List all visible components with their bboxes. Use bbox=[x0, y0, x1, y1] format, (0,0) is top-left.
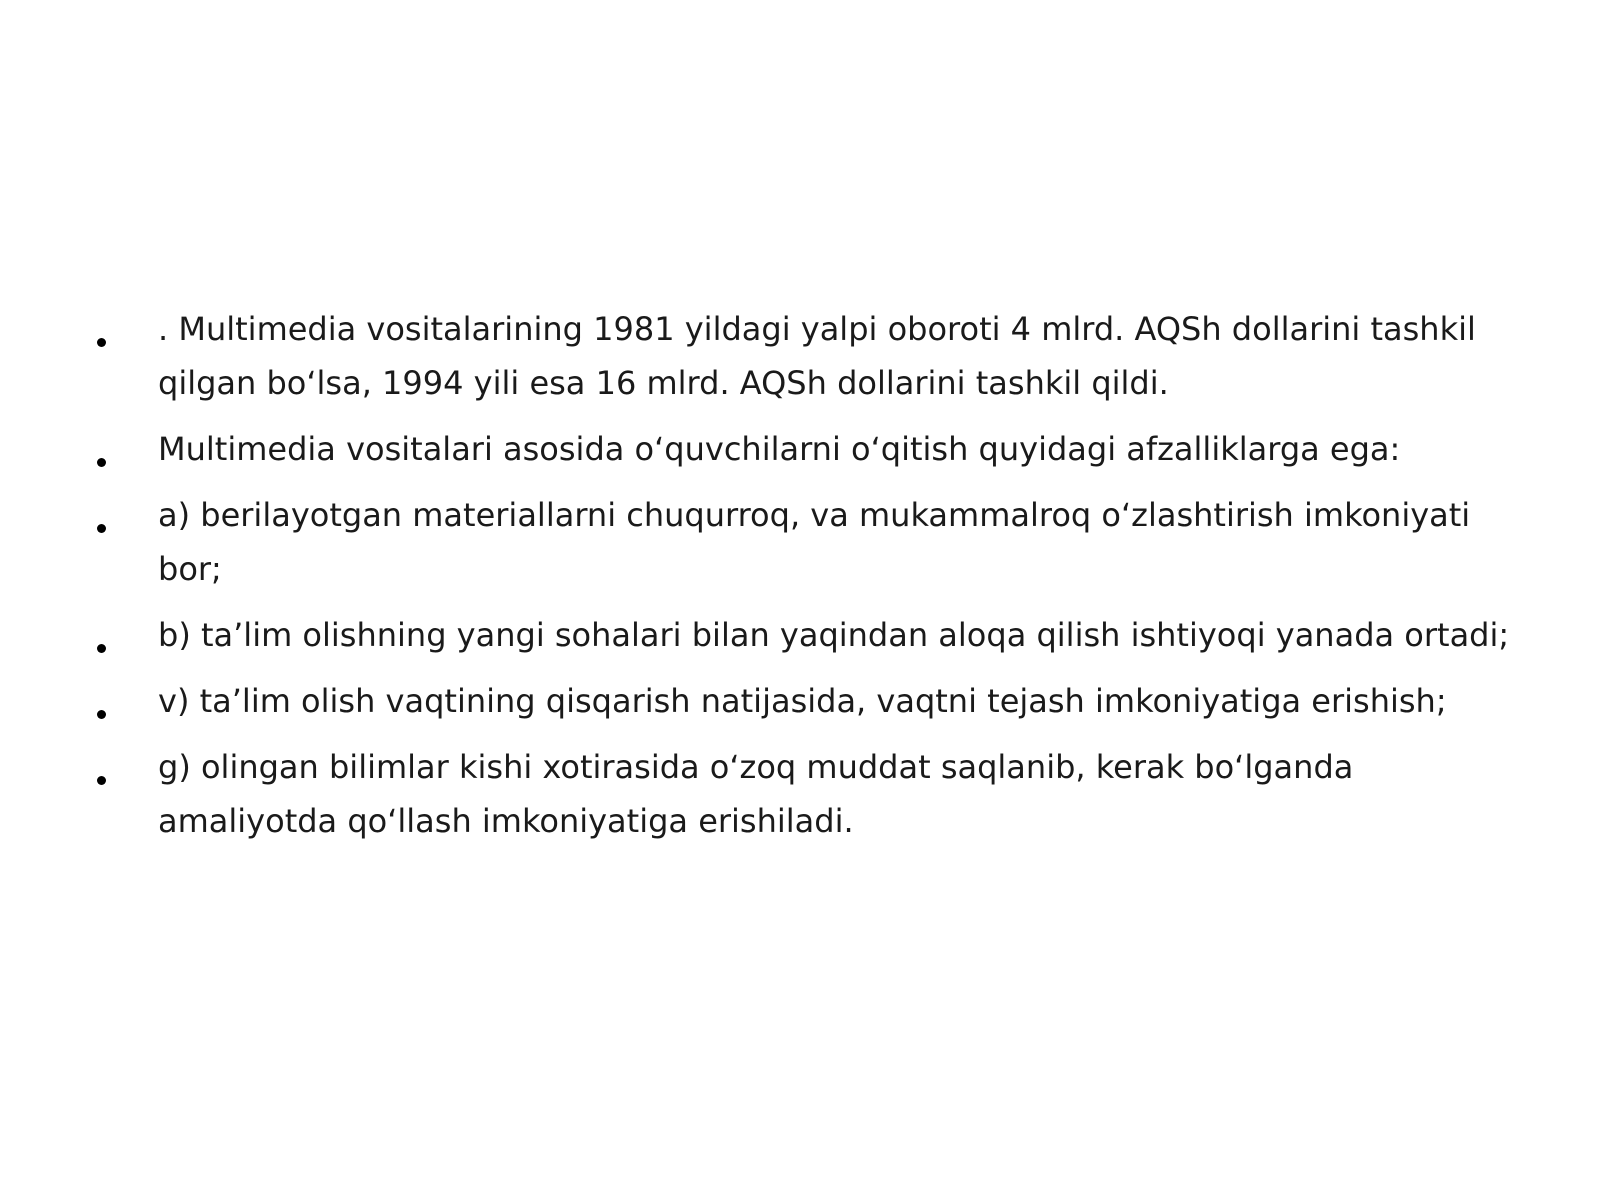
list-item-text: g) olingan bilimlar kishi xotirasida o‘zoq muddat saqlanib, kerak bo‘lganda amaliyotda qo‘llash imkoniyatiga erishiladi. bbox=[158, 748, 1354, 840]
list-item-text: . Multimedia vositalarining 1981 yildagi yalpi oboroti 4 mlrd. AQSh dollarini tashkil qilgan bo‘lsa, 1994 yili esa 16 mlrd. AQSh dollarini tashkil qildi. bbox=[158, 310, 1476, 402]
bullet-icon bbox=[97, 524, 106, 533]
list-item-text: b) ta’lim olishning yangi sohalari bilan yaqindan aloqa qilish ishtiyoqi yanada ortadi; bbox=[158, 616, 1510, 654]
list-item bbox=[92, 674, 1532, 728]
bullet-icon bbox=[97, 338, 106, 347]
list-item bbox=[92, 740, 1532, 848]
list-item-text: v) ta’lim olish vaqtining qisqarish natijasida, vaqtni tejash imkoniyatiga erishish; bbox=[158, 682, 1447, 720]
bullet-icon bbox=[97, 458, 106, 467]
list-item bbox=[92, 302, 1532, 410]
bullet-icon bbox=[97, 776, 106, 785]
list-item-text: Multimedia vositalari asosida o‘quvchilarni o‘qitish quyidagi afzalliklarga ega: bbox=[158, 430, 1401, 468]
list-item bbox=[92, 488, 1532, 596]
bullet-icon bbox=[97, 710, 106, 719]
list-item-text: a) berilayotgan materiallarni chuqurroq, va mukammalroq o‘zlashtirish imkoniyati bor; bbox=[158, 496, 1471, 588]
list-item bbox=[92, 608, 1532, 662]
list-item bbox=[92, 422, 1532, 476]
bullet-list bbox=[92, 302, 1532, 860]
bullet-icon bbox=[97, 644, 106, 653]
